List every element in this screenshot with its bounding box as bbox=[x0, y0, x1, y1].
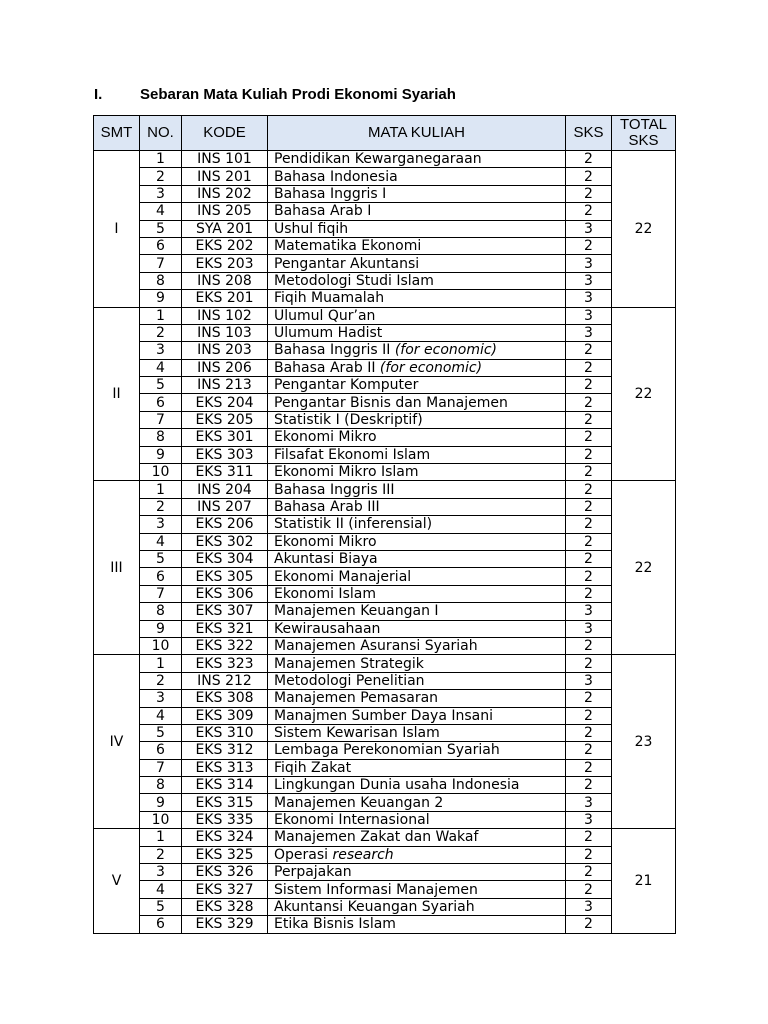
course-code: EKS 302 bbox=[182, 533, 268, 550]
course-no: 1 bbox=[140, 481, 182, 498]
course-sks: 3 bbox=[566, 603, 612, 620]
course-name bbox=[268, 724, 566, 741]
table-row bbox=[94, 637, 676, 654]
course-name bbox=[268, 307, 566, 324]
table-row bbox=[94, 794, 676, 811]
course-sks: 2 bbox=[566, 516, 612, 533]
table-row bbox=[94, 324, 676, 341]
course-name-italic: (for economic) bbox=[379, 359, 483, 376]
course-sks: 2 bbox=[566, 916, 612, 933]
course-sks: 2 bbox=[566, 168, 612, 185]
course-name bbox=[268, 359, 566, 376]
course-code: INS 212 bbox=[182, 672, 268, 689]
course-code: EKS 310 bbox=[182, 724, 268, 741]
course-code: INS 102 bbox=[182, 307, 268, 324]
course-code: EKS 307 bbox=[182, 603, 268, 620]
course-sks: 2 bbox=[566, 585, 612, 602]
course-sks: 2 bbox=[566, 881, 612, 898]
course-no: 5 bbox=[140, 220, 182, 237]
course-no: 5 bbox=[140, 377, 182, 394]
course-code: EKS 306 bbox=[182, 585, 268, 602]
course-no: 1 bbox=[140, 307, 182, 324]
course-name bbox=[268, 881, 566, 898]
table-row bbox=[94, 481, 676, 498]
course-name-text: Bahasa Arab II bbox=[274, 359, 380, 376]
course-code: EKS 329 bbox=[182, 916, 268, 933]
course-name-text: Ulumum Hadist bbox=[274, 325, 383, 342]
course-sks: 2 bbox=[566, 411, 612, 428]
course-code: EKS 327 bbox=[182, 881, 268, 898]
course-code: EKS 202 bbox=[182, 237, 268, 254]
course-no: 4 bbox=[140, 533, 182, 550]
course-name bbox=[268, 794, 566, 811]
course-name-text: Bahasa Inggris III bbox=[274, 481, 395, 498]
course-name-text: Manajemen Keuangan 2 bbox=[274, 794, 444, 811]
course-name-text: Pengantar Komputer bbox=[274, 377, 419, 394]
course-sks: 2 bbox=[566, 203, 612, 220]
course-name bbox=[268, 550, 566, 567]
course-name-text: Bahasa Arab I bbox=[274, 203, 372, 220]
course-name-text: Manajemen Pemasaran bbox=[274, 690, 439, 707]
course-no: 8 bbox=[140, 429, 182, 446]
table-row bbox=[94, 168, 676, 185]
table-row bbox=[94, 255, 676, 272]
course-code: EKS 313 bbox=[182, 759, 268, 776]
course-no: 6 bbox=[140, 916, 182, 933]
course-name bbox=[268, 446, 566, 463]
course-sks: 2 bbox=[566, 846, 612, 863]
course-no: 7 bbox=[140, 585, 182, 602]
course-code: EKS 325 bbox=[182, 846, 268, 863]
course-name bbox=[268, 203, 566, 220]
course-code: EKS 328 bbox=[182, 898, 268, 915]
table-row bbox=[94, 185, 676, 202]
course-name-text: Ekonomi Mikro bbox=[274, 533, 377, 550]
course-no: 8 bbox=[140, 603, 182, 620]
table-row bbox=[94, 394, 676, 411]
course-sks: 2 bbox=[566, 429, 612, 446]
course-code: EKS 309 bbox=[182, 707, 268, 724]
total-sks-cell: 22 bbox=[612, 481, 676, 655]
course-name bbox=[268, 846, 566, 863]
table-row bbox=[94, 429, 676, 446]
course-name bbox=[268, 498, 566, 515]
course-name bbox=[268, 707, 566, 724]
table-row bbox=[94, 881, 676, 898]
course-name-italic: (for economic) bbox=[394, 342, 498, 359]
table-row bbox=[94, 724, 676, 741]
course-name-text: Ekonomi Islam bbox=[274, 585, 376, 602]
course-code: EKS 335 bbox=[182, 811, 268, 828]
section-number: I. bbox=[94, 86, 103, 103]
course-sks: 2 bbox=[566, 777, 612, 794]
table-row bbox=[94, 377, 676, 394]
course-code: EKS 305 bbox=[182, 568, 268, 585]
header-total-sks bbox=[612, 116, 676, 151]
course-no: 8 bbox=[140, 777, 182, 794]
course-name-text: Manajemen Zakat dan Wakaf bbox=[274, 829, 479, 846]
course-no: 3 bbox=[140, 185, 182, 202]
table-row bbox=[94, 307, 676, 324]
table-row bbox=[94, 237, 676, 254]
table-row bbox=[94, 272, 676, 289]
course-name bbox=[268, 464, 566, 481]
semester-cell: III bbox=[94, 481, 140, 655]
total-sks-cell: 21 bbox=[612, 829, 676, 933]
course-no: 6 bbox=[140, 237, 182, 254]
course-name bbox=[268, 151, 566, 168]
course-sks: 2 bbox=[566, 724, 612, 741]
course-sks: 2 bbox=[566, 690, 612, 707]
course-no: 6 bbox=[140, 568, 182, 585]
semester-cell: I bbox=[94, 151, 140, 308]
table-row bbox=[94, 759, 676, 776]
course-code: INS 202 bbox=[182, 185, 268, 202]
course-name-text: Manajemen Strategik bbox=[274, 655, 424, 672]
course-code: EKS 323 bbox=[182, 655, 268, 672]
course-name-text: Filsafat Ekonomi Islam bbox=[274, 446, 431, 463]
header-mata-kuliah: MATA KULIAH bbox=[268, 116, 566, 151]
course-name bbox=[268, 377, 566, 394]
course-name bbox=[268, 568, 566, 585]
course-sks: 3 bbox=[566, 272, 612, 289]
course-name bbox=[268, 655, 566, 672]
total-sks-cell: 22 bbox=[612, 151, 676, 308]
table-row bbox=[94, 516, 676, 533]
course-name bbox=[268, 481, 566, 498]
course-code: EKS 322 bbox=[182, 637, 268, 654]
course-name bbox=[268, 185, 566, 202]
course-no: 9 bbox=[140, 446, 182, 463]
course-name bbox=[268, 585, 566, 602]
course-no: 5 bbox=[140, 898, 182, 915]
course-sks: 3 bbox=[566, 898, 612, 915]
course-no: 7 bbox=[140, 759, 182, 776]
course-code: INS 207 bbox=[182, 498, 268, 515]
course-name bbox=[268, 742, 566, 759]
course-no: 6 bbox=[140, 394, 182, 411]
course-code: EKS 326 bbox=[182, 864, 268, 881]
course-no: 2 bbox=[140, 498, 182, 515]
course-sks: 2 bbox=[566, 151, 612, 168]
table-row bbox=[94, 568, 676, 585]
table-row bbox=[94, 533, 676, 550]
course-code: EKS 315 bbox=[182, 794, 268, 811]
course-name bbox=[268, 290, 566, 307]
table-row bbox=[94, 464, 676, 481]
course-name-text: Operasi bbox=[274, 846, 333, 863]
course-code: INS 213 bbox=[182, 377, 268, 394]
course-name bbox=[268, 864, 566, 881]
course-sks: 3 bbox=[566, 255, 612, 272]
course-name bbox=[268, 237, 566, 254]
course-name bbox=[268, 603, 566, 620]
course-sks: 2 bbox=[566, 185, 612, 202]
course-code: SYA 201 bbox=[182, 220, 268, 237]
course-sks: 3 bbox=[566, 324, 612, 341]
course-sks: 2 bbox=[566, 464, 612, 481]
course-code: EKS 304 bbox=[182, 550, 268, 567]
course-name bbox=[268, 690, 566, 707]
table-body bbox=[94, 151, 676, 934]
course-name-text: Statistik II (inferensial) bbox=[274, 516, 433, 533]
course-name bbox=[268, 324, 566, 341]
section-heading bbox=[94, 86, 456, 103]
course-no: 6 bbox=[140, 742, 182, 759]
course-no: 10 bbox=[140, 811, 182, 828]
header-total-line2: SKS bbox=[628, 132, 659, 149]
course-code: EKS 205 bbox=[182, 411, 268, 428]
table-row bbox=[94, 359, 676, 376]
course-sks: 2 bbox=[566, 707, 612, 724]
course-sks: 3 bbox=[566, 307, 612, 324]
course-name bbox=[268, 342, 566, 359]
course-name bbox=[268, 168, 566, 185]
header-smt: SMT bbox=[94, 116, 140, 151]
table-row bbox=[94, 811, 676, 828]
table-row bbox=[94, 777, 676, 794]
course-name-text: Bahasa Inggris II bbox=[274, 342, 395, 359]
course-no: 3 bbox=[140, 864, 182, 881]
course-sks: 2 bbox=[566, 829, 612, 846]
course-no: 4 bbox=[140, 881, 182, 898]
course-sks: 2 bbox=[566, 742, 612, 759]
course-no: 4 bbox=[140, 359, 182, 376]
course-name bbox=[268, 811, 566, 828]
course-code: EKS 312 bbox=[182, 742, 268, 759]
course-name bbox=[268, 533, 566, 550]
course-sks: 3 bbox=[566, 290, 612, 307]
course-no: 1 bbox=[140, 151, 182, 168]
course-name-text: Ushul fiqih bbox=[274, 220, 349, 237]
course-name-text: Ekonomi Internasional bbox=[274, 812, 430, 829]
course-no: 4 bbox=[140, 707, 182, 724]
course-code: INS 205 bbox=[182, 203, 268, 220]
course-name-text: Bahasa Inggris I bbox=[274, 185, 387, 202]
table-row bbox=[94, 829, 676, 846]
table-row bbox=[94, 203, 676, 220]
table-row bbox=[94, 846, 676, 863]
course-no: 3 bbox=[140, 516, 182, 533]
course-name-text: Etika Bisnis Islam bbox=[274, 916, 396, 933]
section-title: Sebaran Mata Kuliah Prodi Ekonomi Syariah bbox=[140, 86, 456, 103]
course-sks: 2 bbox=[566, 377, 612, 394]
course-name-text: Metodologi Penelitian bbox=[274, 672, 425, 689]
course-no: 10 bbox=[140, 464, 182, 481]
course-sks: 3 bbox=[566, 672, 612, 689]
course-name-italic: research bbox=[332, 846, 394, 863]
table-row bbox=[94, 220, 676, 237]
course-sks: 2 bbox=[566, 568, 612, 585]
course-name-text: Pengantar Akuntansi bbox=[274, 255, 420, 272]
course-code: INS 103 bbox=[182, 324, 268, 341]
course-name-text: Manajemen Keuangan I bbox=[274, 603, 439, 620]
course-code: INS 101 bbox=[182, 151, 268, 168]
course-name-text: Fiqih Muamalah bbox=[274, 290, 385, 307]
course-code: EKS 203 bbox=[182, 255, 268, 272]
course-sks: 2 bbox=[566, 550, 612, 567]
course-code: INS 204 bbox=[182, 481, 268, 498]
course-no: 9 bbox=[140, 620, 182, 637]
course-code: EKS 314 bbox=[182, 777, 268, 794]
course-name-text: Statistik I (Deskriptif) bbox=[274, 412, 423, 429]
table-row bbox=[94, 151, 676, 168]
course-name-text: Sistem Informasi Manajemen bbox=[274, 881, 478, 898]
course-name bbox=[268, 777, 566, 794]
header-kode: KODE bbox=[182, 116, 268, 151]
course-table bbox=[93, 115, 676, 934]
semester-cell: II bbox=[94, 307, 140, 481]
course-sks: 2 bbox=[566, 637, 612, 654]
course-name-text: Sistem Kewarisan Islam bbox=[274, 725, 440, 742]
table-row bbox=[94, 690, 676, 707]
course-name-text: Pengantar Bisnis dan Manajemen bbox=[274, 394, 508, 411]
course-code: EKS 206 bbox=[182, 516, 268, 533]
course-code: EKS 324 bbox=[182, 829, 268, 846]
header-total-line1: TOTAL bbox=[620, 116, 667, 133]
course-name bbox=[268, 220, 566, 237]
course-code: EKS 204 bbox=[182, 394, 268, 411]
course-name-text: Akuntansi Keuangan Syariah bbox=[274, 898, 475, 915]
course-name bbox=[268, 898, 566, 915]
course-name-text: Akuntasi Biaya bbox=[274, 551, 378, 568]
course-name bbox=[268, 255, 566, 272]
table-row bbox=[94, 916, 676, 933]
course-sks: 3 bbox=[566, 811, 612, 828]
course-code: INS 203 bbox=[182, 342, 268, 359]
course-name bbox=[268, 759, 566, 776]
course-no: 4 bbox=[140, 203, 182, 220]
course-no: 10 bbox=[140, 637, 182, 654]
course-name-text: Fiqih Zakat bbox=[274, 759, 352, 776]
course-name bbox=[268, 672, 566, 689]
course-no: 2 bbox=[140, 168, 182, 185]
course-sks: 2 bbox=[566, 446, 612, 463]
total-sks-cell: 22 bbox=[612, 307, 676, 481]
course-name-text: Ekonomi Manajerial bbox=[274, 568, 412, 585]
course-name bbox=[268, 620, 566, 637]
course-name bbox=[268, 429, 566, 446]
course-name bbox=[268, 637, 566, 654]
course-sks: 3 bbox=[566, 794, 612, 811]
course-sks: 2 bbox=[566, 237, 612, 254]
course-no: 3 bbox=[140, 342, 182, 359]
table-row bbox=[94, 498, 676, 515]
course-sks: 2 bbox=[566, 498, 612, 515]
course-name-text: Manajemen Asuransi Syariah bbox=[274, 638, 478, 655]
total-sks-cell: 23 bbox=[612, 655, 676, 829]
course-no: 1 bbox=[140, 655, 182, 672]
header-no: NO. bbox=[140, 116, 182, 151]
course-sks: 2 bbox=[566, 759, 612, 776]
course-no: 2 bbox=[140, 324, 182, 341]
table-row bbox=[94, 620, 676, 637]
course-code: INS 208 bbox=[182, 272, 268, 289]
course-name-text: Pendidikan Kewarganegaraan bbox=[274, 151, 482, 168]
semester-cell: V bbox=[94, 829, 140, 933]
course-name bbox=[268, 411, 566, 428]
course-sks: 3 bbox=[566, 220, 612, 237]
course-sks: 3 bbox=[566, 620, 612, 637]
course-code: EKS 311 bbox=[182, 464, 268, 481]
course-no: 5 bbox=[140, 550, 182, 567]
course-name bbox=[268, 272, 566, 289]
table-row bbox=[94, 290, 676, 307]
course-name-text: Ekonomi Mikro bbox=[274, 429, 377, 446]
course-sks: 2 bbox=[566, 394, 612, 411]
table-row bbox=[94, 864, 676, 881]
course-no: 2 bbox=[140, 672, 182, 689]
course-name-text: Lembaga Perekonomian Syariah bbox=[274, 742, 500, 759]
course-code: EKS 303 bbox=[182, 446, 268, 463]
course-sks: 2 bbox=[566, 342, 612, 359]
course-name bbox=[268, 516, 566, 533]
table-row bbox=[94, 585, 676, 602]
course-no: 9 bbox=[140, 290, 182, 307]
table-row bbox=[94, 446, 676, 463]
course-no: 5 bbox=[140, 724, 182, 741]
course-no: 2 bbox=[140, 846, 182, 863]
course-no: 7 bbox=[140, 255, 182, 272]
course-no: 9 bbox=[140, 794, 182, 811]
course-name-text: Bahasa Indonesia bbox=[274, 168, 398, 185]
course-sks: 2 bbox=[566, 359, 612, 376]
header-sks: SKS bbox=[566, 116, 612, 151]
course-name bbox=[268, 916, 566, 933]
course-no: 1 bbox=[140, 829, 182, 846]
course-name-text: Matematika Ekonomi bbox=[274, 238, 422, 255]
table-header-row bbox=[94, 116, 676, 151]
course-code: EKS 308 bbox=[182, 690, 268, 707]
course-code: EKS 301 bbox=[182, 429, 268, 446]
course-no: 3 bbox=[140, 690, 182, 707]
semester-cell: IV bbox=[94, 655, 140, 829]
course-name-text: Manajmen Sumber Daya Insani bbox=[274, 707, 493, 724]
table-row bbox=[94, 411, 676, 428]
course-no: 8 bbox=[140, 272, 182, 289]
table-row bbox=[94, 898, 676, 915]
course-name-text: Ekonomi Mikro Islam bbox=[274, 464, 419, 481]
course-sks: 2 bbox=[566, 655, 612, 672]
course-code: INS 206 bbox=[182, 359, 268, 376]
table-row bbox=[94, 603, 676, 620]
table-row bbox=[94, 742, 676, 759]
course-name-text: Kewirausahaan bbox=[274, 620, 381, 637]
course-name bbox=[268, 829, 566, 846]
course-sks: 2 bbox=[566, 533, 612, 550]
course-code: EKS 321 bbox=[182, 620, 268, 637]
course-code: EKS 201 bbox=[182, 290, 268, 307]
table-row bbox=[94, 655, 676, 672]
course-name-text: Lingkungan Dunia usaha Indonesia bbox=[274, 777, 520, 794]
table-row bbox=[94, 672, 676, 689]
course-sks: 2 bbox=[566, 864, 612, 881]
course-name-text: Perpajakan bbox=[274, 864, 352, 881]
course-sks: 2 bbox=[566, 481, 612, 498]
table-row bbox=[94, 707, 676, 724]
table-row bbox=[94, 550, 676, 567]
course-name-text: Bahasa Arab III bbox=[274, 499, 380, 515]
course-code: INS 201 bbox=[182, 168, 268, 185]
table-row bbox=[94, 342, 676, 359]
course-name-text: Metodologi Studi Islam bbox=[274, 272, 434, 289]
course-name bbox=[268, 394, 566, 411]
course-no: 7 bbox=[140, 411, 182, 428]
course-name-text: Ulumul Qur’an bbox=[274, 307, 376, 324]
